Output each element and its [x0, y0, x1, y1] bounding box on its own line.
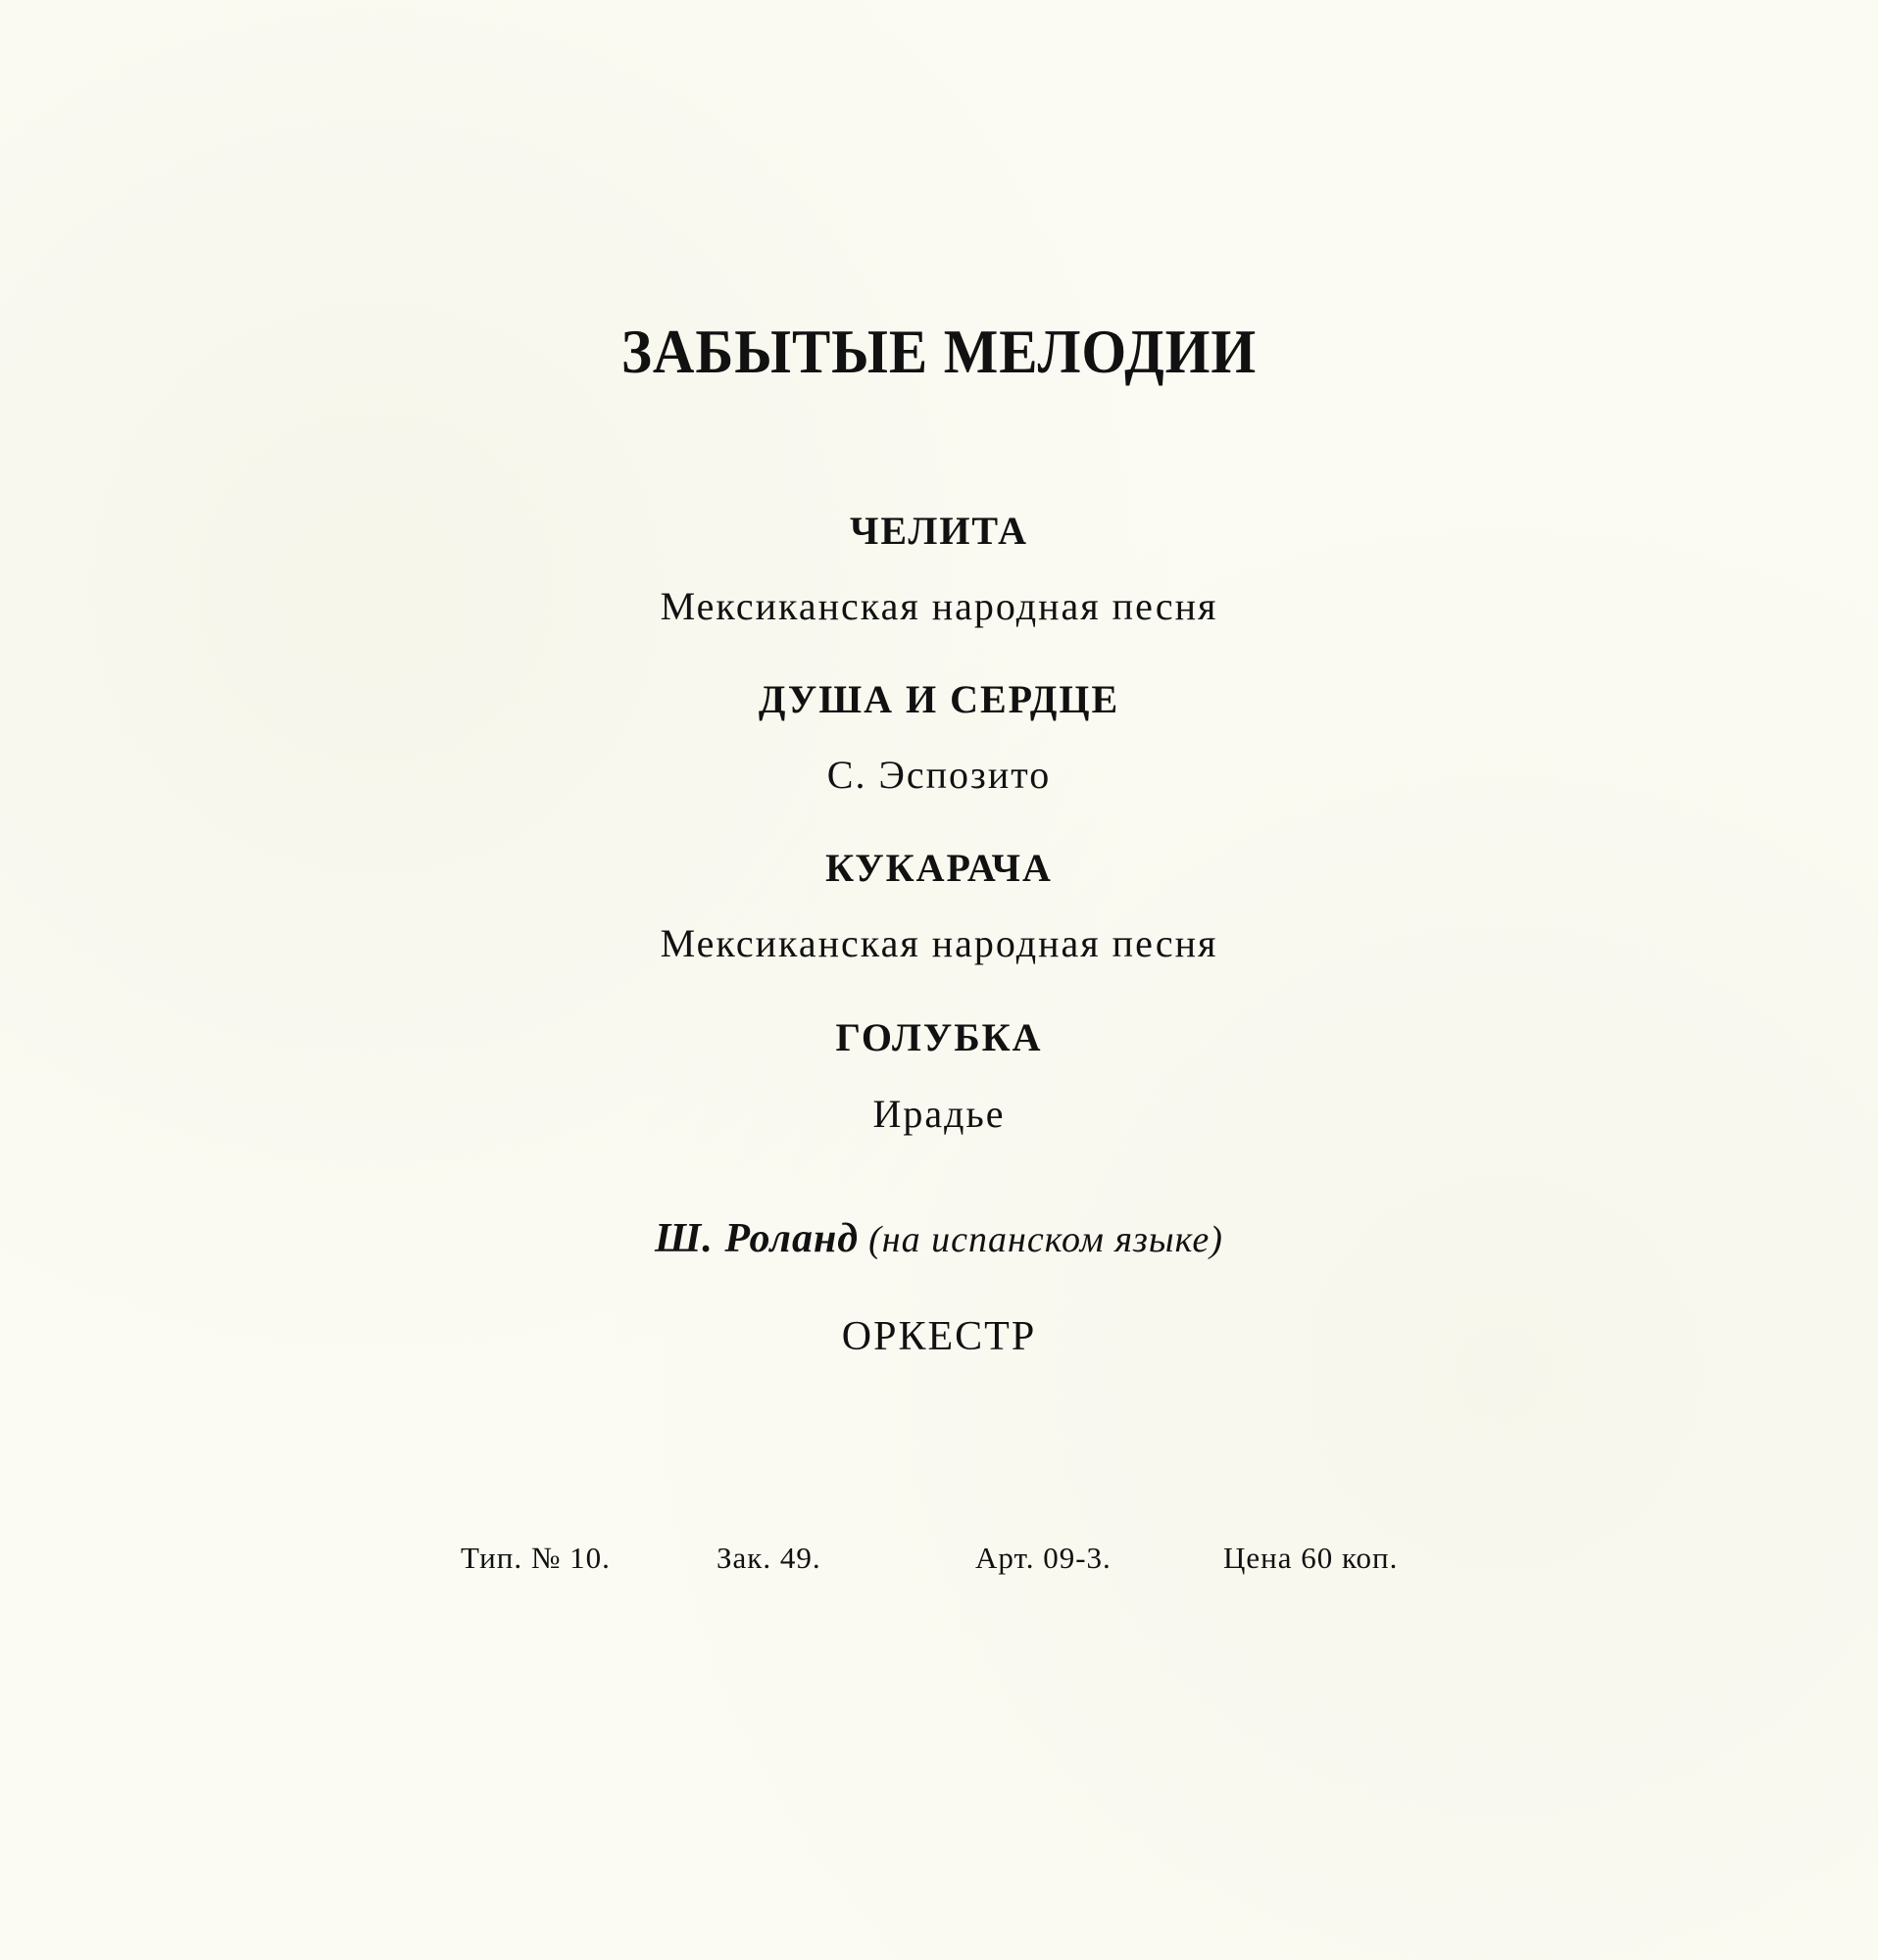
song-title-3: КУКАРАЧА: [825, 846, 1053, 890]
imprint-price: Цена 60 коп.: [1223, 1541, 1399, 1575]
orchestra-label: ОРКЕСТР: [841, 1314, 1037, 1359]
imprint-typography: Тип. № 10.: [461, 1541, 611, 1575]
song-subtitle-4: Ирадье: [872, 1092, 1006, 1136]
song-subtitle-3: Мексиканская народная песня: [660, 921, 1218, 965]
performer-language-note: (на испанском языке): [868, 1219, 1223, 1260]
song-title-2: ДУША И СЕРДЦЕ: [758, 677, 1120, 721]
imprint-article: Арт. 09-3.: [975, 1541, 1112, 1575]
song-subtitle-2: С. Эспозито: [826, 753, 1052, 797]
performer-name: Ш. Роланд: [655, 1216, 860, 1261]
page-title: ЗАБЫТЫЕ МЕЛОДИИ: [620, 317, 1258, 386]
song-subtitle-1: Мексиканская народная песня: [660, 584, 1218, 628]
song-title-4: ГОЛУБКА: [835, 1015, 1043, 1059]
imprint-order: Зак. 49.: [717, 1541, 821, 1575]
performer-line: [0, 1215, 1878, 1262]
song-title-1: ЧЕЛИТА: [850, 509, 1028, 553]
